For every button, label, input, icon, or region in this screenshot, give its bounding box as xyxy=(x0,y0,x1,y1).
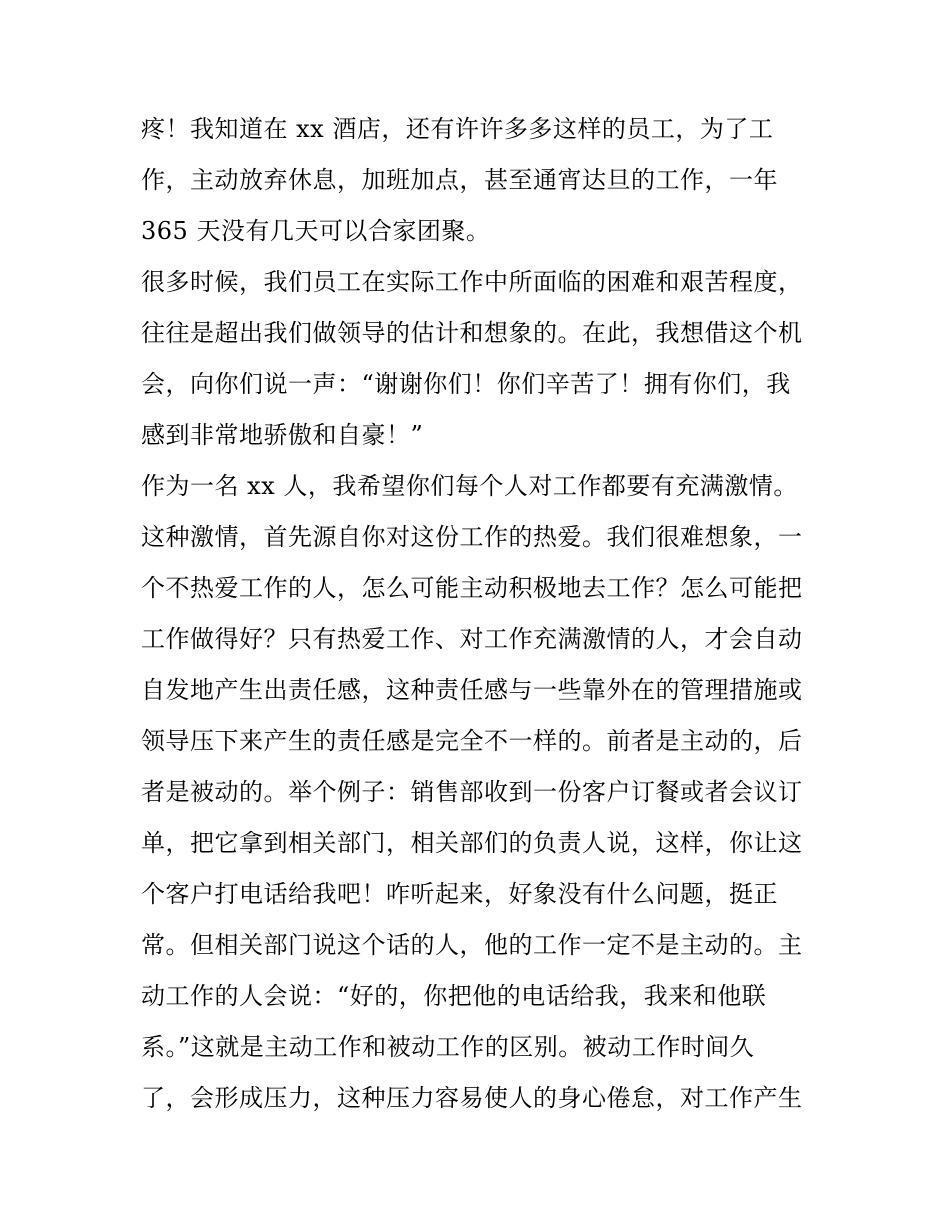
text-line: 疼！我知道在 xx 酒店，还有许许多多这样的员工，为了工 xyxy=(141,115,774,143)
text-line: 工作做得好？只有热爱工作、对工作充满激情的人，才会自动 xyxy=(141,625,803,653)
text-line: 者是被动的。举个例子：销售部收到一份客户订餐或者会议订 xyxy=(141,778,803,806)
text-line: 很多时候，我们员工在实际工作中所面临的困难和艰苦程度， xyxy=(141,268,803,296)
text-line: 常。但相关部门说这个话的人，他的工作一定不是主动的。主 xyxy=(141,931,803,959)
text-line: 感到非常地骄傲和自豪！” xyxy=(141,421,424,449)
text-line: 往往是超出我们做领导的估计和想象的。在此，我想借这个机 xyxy=(141,319,803,347)
body-text xyxy=(141,110,821,1130)
text-line: 领导压下来产生的责任感是完全不一样的。前者是主动的，后 xyxy=(141,727,803,755)
text-line: 自发地产生出责任感，这种责任感与一些靠外在的管理措施或 xyxy=(141,676,803,704)
text-line: 这种激情，首先源自你对这份工作的热爱。我们很难想象，一 xyxy=(141,523,803,551)
text-line: 365 天没有几天可以合家团聚。 xyxy=(141,217,491,245)
text-line: 单，把它拿到相关部门，相关部们的负责人说，这样，你让这 xyxy=(141,829,803,857)
text-line: 个客户打电话给我吧！咋听起来，好象没有什么问题，挺正 xyxy=(141,880,778,908)
text-line: 作为一名 xx 人，我希望你们每个人对工作都要有充满激情。 xyxy=(141,472,798,500)
text-line: 动工作的人会说：“好的，你把他的电话给我，我来和他联 xyxy=(141,982,767,1010)
text-line: 系。”这就是主动工作和被动工作的区别。被动工作时间久 xyxy=(141,1033,755,1061)
text-line: 个不热爱工作的人，怎么可能主动积极地去工作？怎么可能把 xyxy=(141,574,803,602)
text-line: 了，会形成压力，这种压力容易使人的身心倦怠，对工作产生 xyxy=(141,1084,803,1112)
text-line: 会，向你们说一声：“谢谢你们！你们辛苦了！拥有你们，我 xyxy=(141,370,791,398)
text-line: 作，主动放弃休息，加班加点，甚至通宵达旦的工作，一年 xyxy=(141,166,778,194)
